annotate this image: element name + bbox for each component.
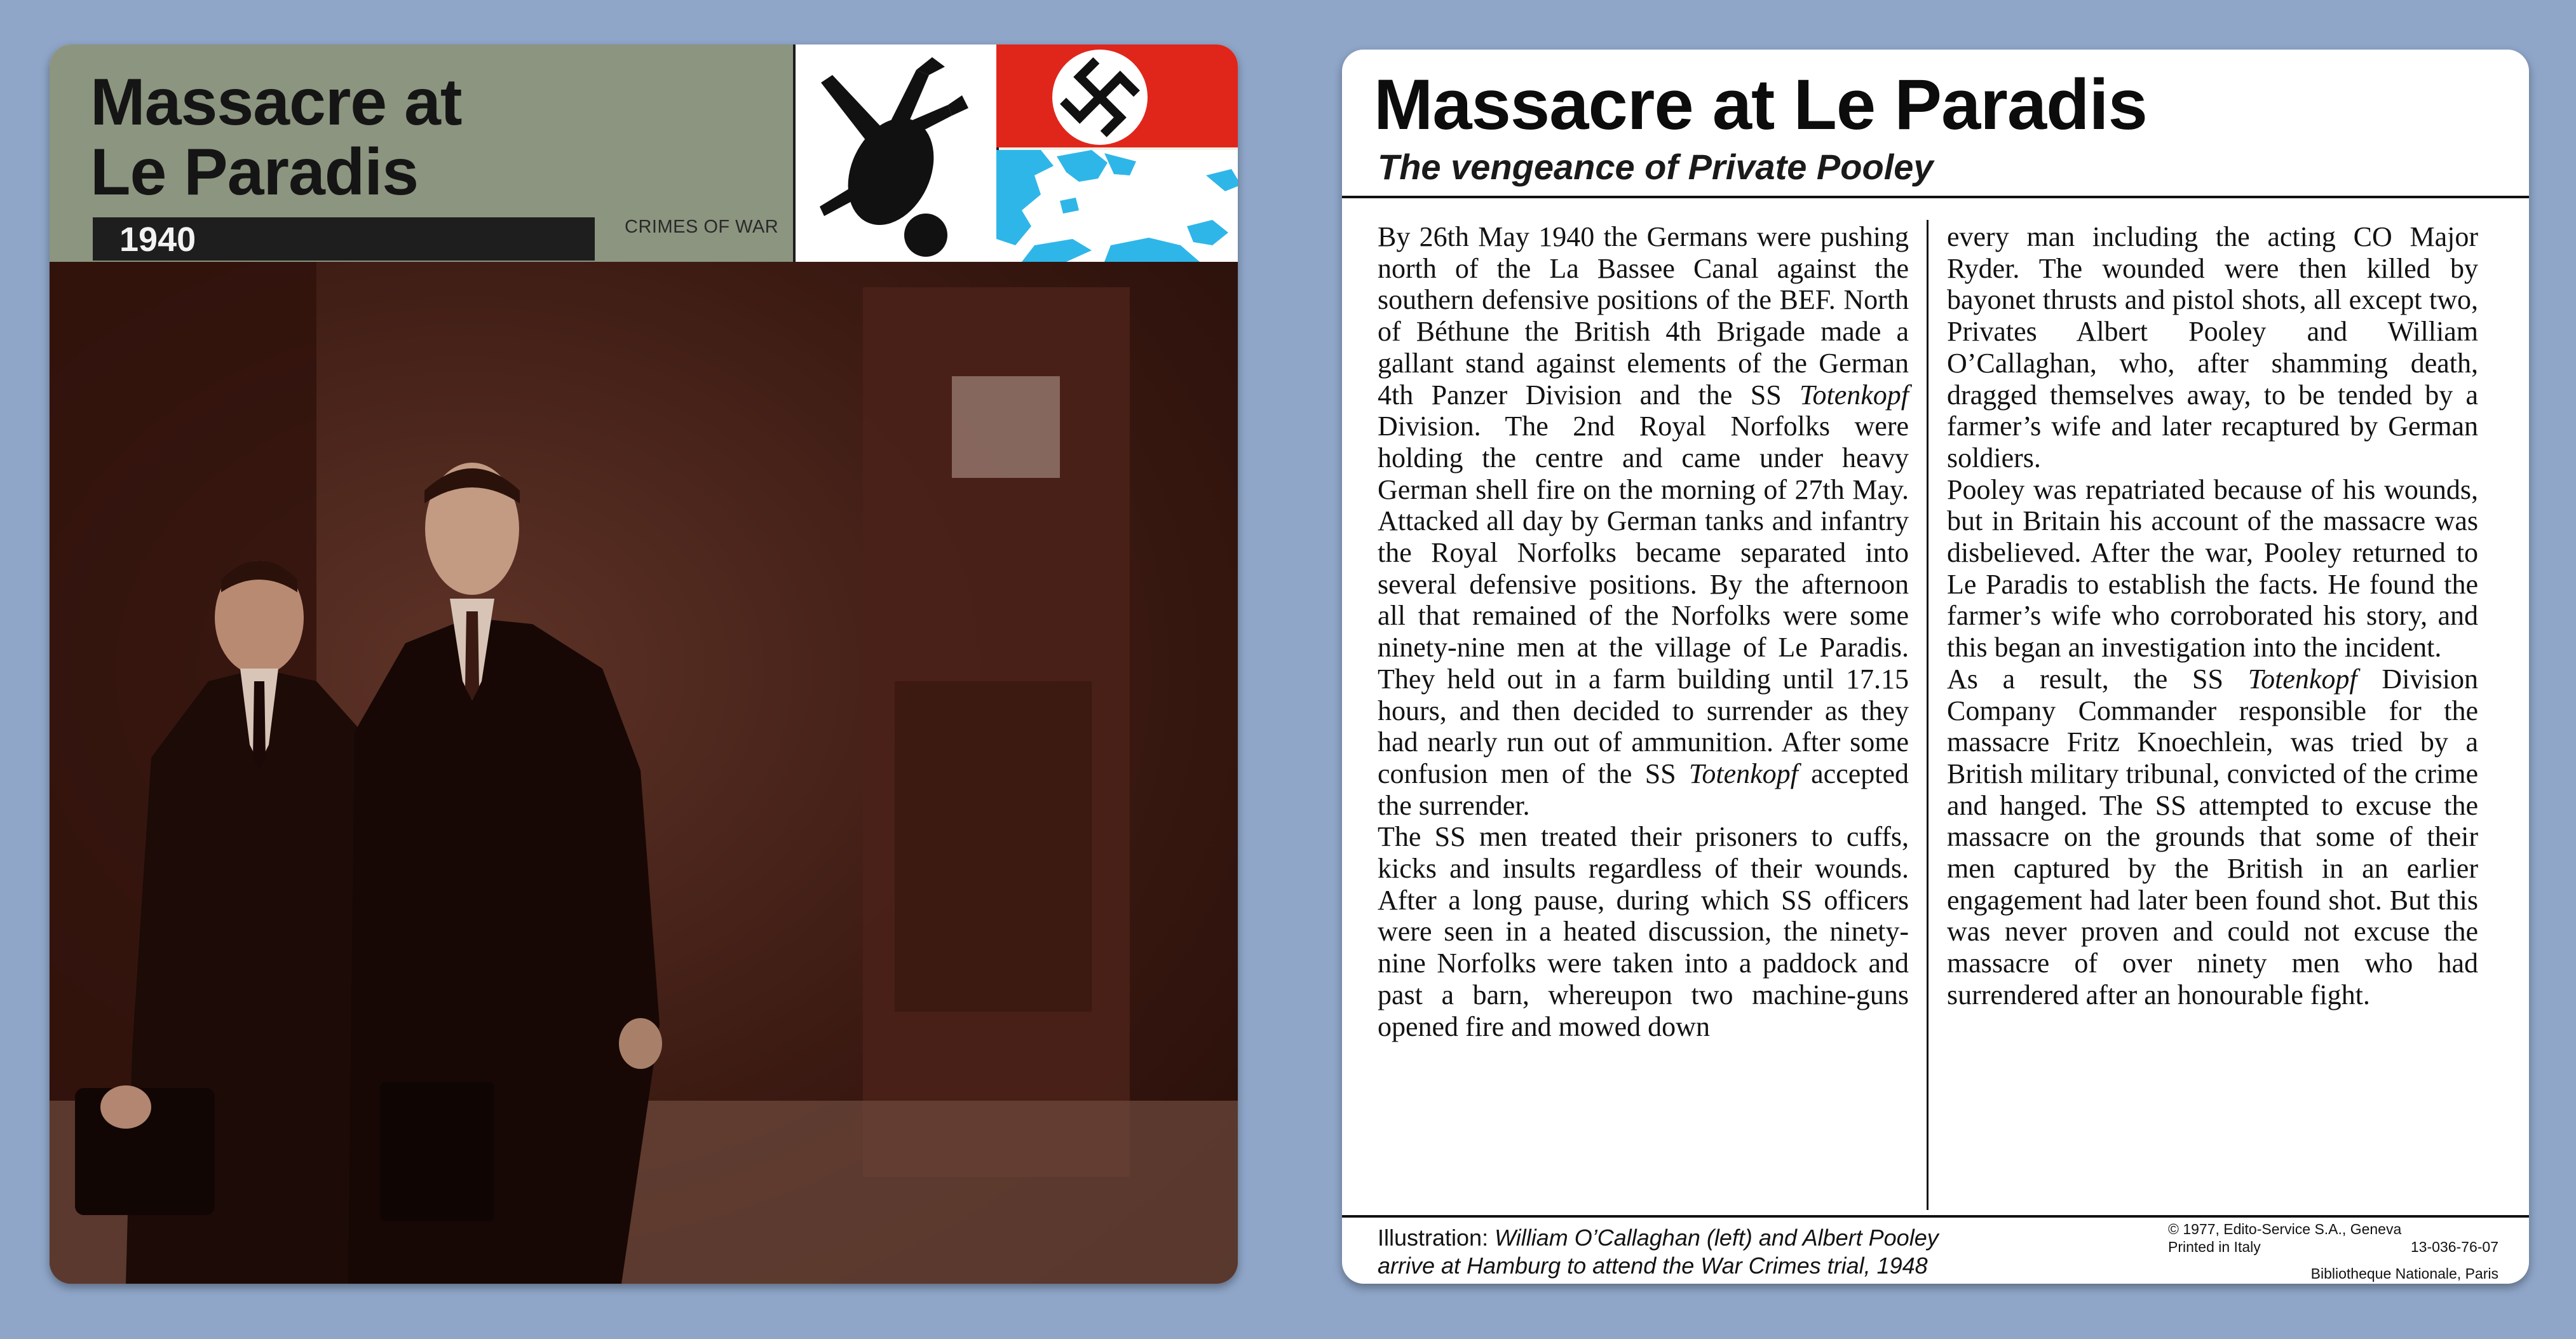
photograph (50, 262, 1238, 1284)
caption-label: Illustration: (1378, 1225, 1495, 1251)
paragraph: The SS men treated their prisoners to cuffs, kicks and insults regardless of their wounds. After a long pause, during which SS officers were seen in a heated discussion, the ninety-nine Norfolks were taken into a paddock and past a barn, whereupon two machine-guns opened fire and mowed down (1378, 821, 1909, 1042)
front-title-line1: Massacre at (90, 65, 462, 139)
printed-text: Printed in Italy (2168, 1239, 2261, 1255)
text-column-left (1378, 221, 1909, 1042)
header-divider (1342, 196, 2529, 198)
caption-text-line1: William O’Callaghan (left) and Albert Pooley (1495, 1225, 1939, 1251)
paragraph: Pooley was repatriated because of his wounds, but in Britain his account of the massacre was disbelieved. After the war, Pooley returned to Le Paradis to establish the facts. He found the farmer’s wife who corroborated his story, and this began an investigation into the incident. (1947, 473, 2478, 663)
category-label: CRIMES OF WAR (625, 217, 779, 237)
back-card (1342, 50, 2529, 1284)
flag-emblem (1052, 50, 1148, 145)
front-card (50, 44, 1238, 1284)
front-title (90, 67, 462, 207)
illustration-caption (1378, 1224, 2140, 1280)
paragraph: every man including the acting CO Major Ryder. The wounded were then killed by bayonet thrusts and pistol shots, all except two, Privates Albert Pooley and William O’Callaghan, who, after shamming death, dragged themselves away, to be tended by a farmer’s wife and later recaptured by German soldiers. (1947, 221, 2478, 473)
column-divider (1927, 220, 1929, 1210)
card-code: 13-036-76-07 (2410, 1239, 2498, 1255)
back-title: Massacre at Le Paradis (1374, 65, 2147, 144)
falling-figure-icon (793, 44, 999, 262)
front-title-line2: Le Paradis (90, 135, 419, 209)
footer-divider (1342, 1215, 2529, 1218)
caption-text-line2: arrive at Hamburg to attend the War Crimes trial, 1948 (1378, 1253, 1928, 1279)
europe-map-icon (996, 150, 1238, 262)
year-label: 1940 (119, 221, 196, 259)
paragraph: By 26th May 1940 the Germans were pushing north of the La Bassee Canal against the southern defensive positions of the BEF. North of Béthune the British 4th Brigade made a gallant stand against elements of the German 4th Panzer Division and the SS Totenkopf Division. The 2nd Royal Norfolks were holding the centre and came under heavy German shell fire on the morning of 27th May. Attacked all day by German tanks and infantry the Royal Norfolks became separated into several defensive positions. By the afternoon all that remained of the Norfolks were some ninety-nine men at the village of Le Paradis. They held out in a farm building until 17.15 hours, and then decided to surrender as they had nearly run out of ammunition. After some confusion men of the SS Totenkopf accepted the surrender. (1378, 221, 1909, 821)
paragraph: As a result, the SS Totenkopf Division Company Commander responsible for the massacre Fritz Knoechlein, was tried by a British military tribunal, convicted of the crime and hanged. The SS attempted to excuse the massacre on the grounds that some of their men captured by the British in an earlier engagement had later been found shot. But this was never proven and could not excuse the massacre of over ninety men who had surrendered after an honourable fight. (1947, 663, 2478, 1010)
credits (2168, 1220, 2498, 1282)
library-credit: Bibliotheque Nationale, Paris (2310, 1265, 2498, 1282)
back-subtitle: The vengeance of Private Pooley (1378, 147, 1934, 187)
text-column-right (1947, 221, 2478, 1011)
copyright-text: © 1977, Edito-Service S.A., Geneva (2168, 1221, 2402, 1237)
